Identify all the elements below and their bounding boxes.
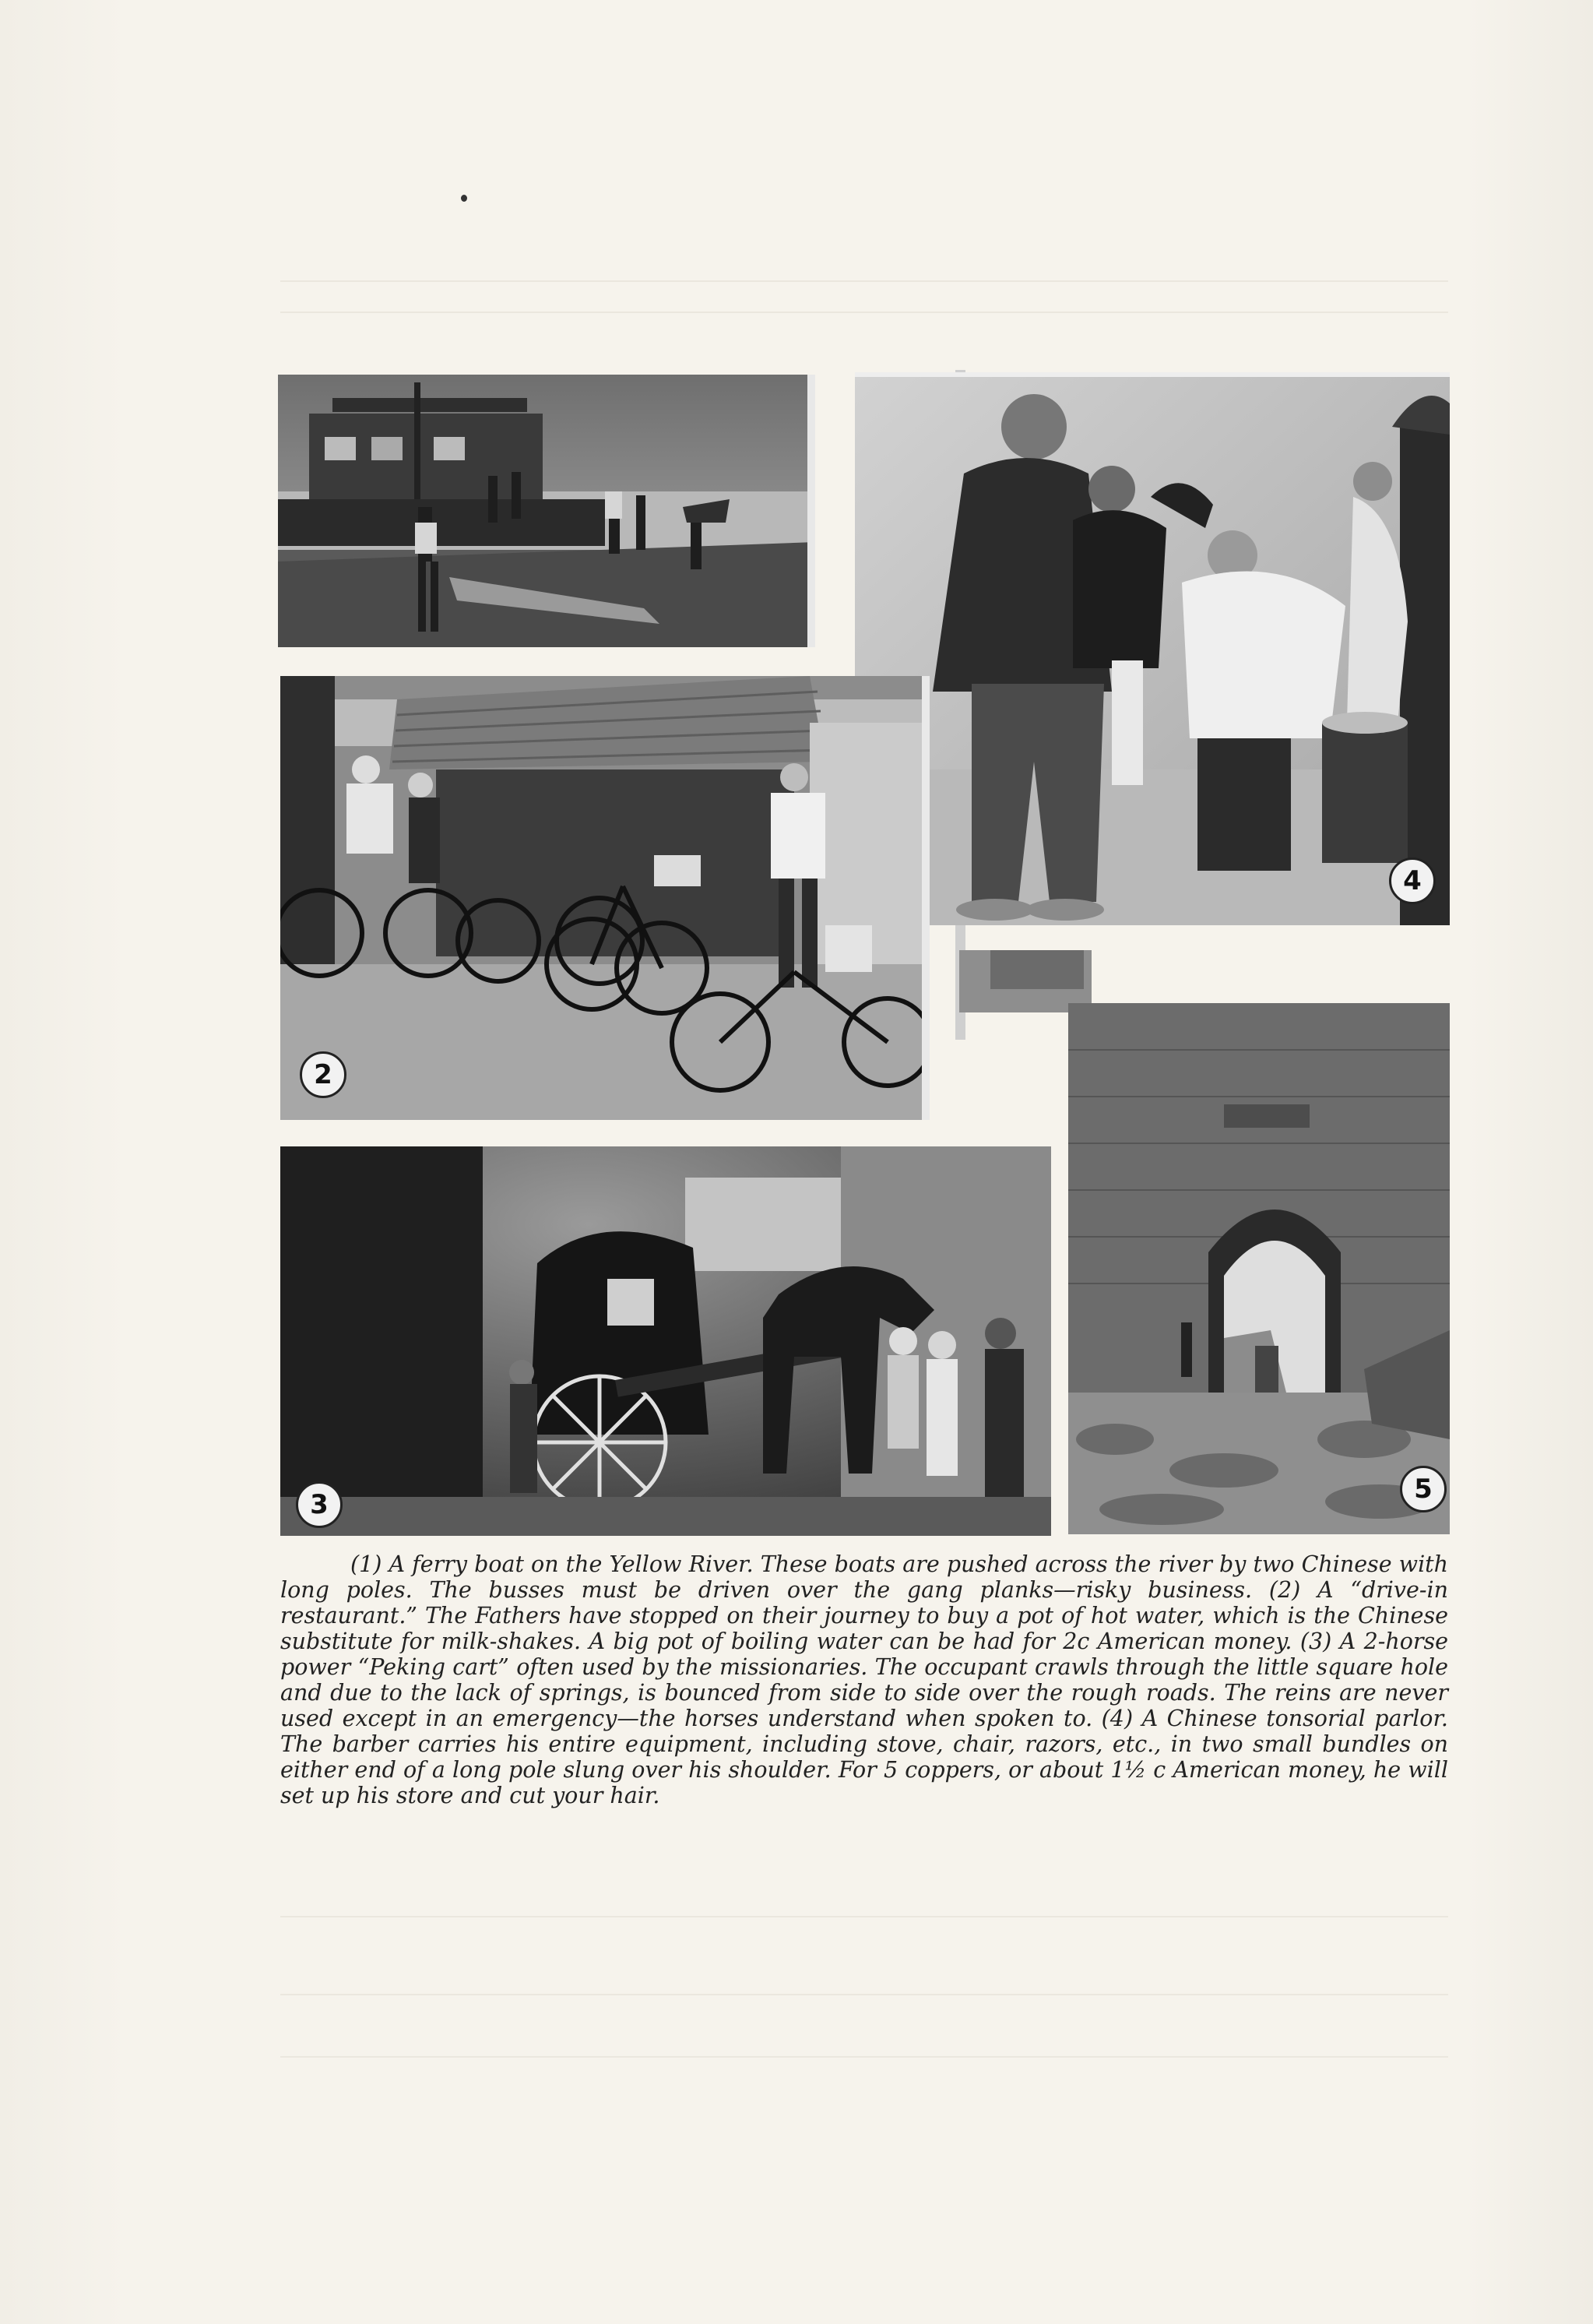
photo-ferry-boat	[278, 375, 815, 647]
show-through-line	[280, 1994, 1448, 1995]
photo-number-badge	[300, 1051, 346, 1098]
photo-number-label: 5	[1414, 1474, 1433, 1505]
photo-number-label: 4	[1403, 865, 1422, 896]
photo-number-label: 3	[310, 1489, 329, 1520]
photo-drive-in-restaurant	[280, 676, 930, 1120]
photo-tonsorial-parlor	[855, 372, 1450, 925]
show-through-line	[280, 280, 1448, 282]
photo-number-badge	[296, 1481, 343, 1528]
show-through-line	[280, 1916, 1448, 1917]
photo-number-badge	[1400, 1466, 1447, 1512]
photo-peking-cart	[280, 1146, 1051, 1536]
photo-caption: (1) A ferry boat on the Yellow River. These boats are pushed across the river by two Chinese with long poles. The busses must be driven over the gang planks—risky business. (2) A “drive-in restaurant.” The Fathers have stopped on their journey to buy a pot of hot water, which is the Chinese substitute for milk-shakes. A big pot of boiling water can be had for 2c American money. (3) A 2-horse power “Peking cart” often used by the missionaries. The occupant crawls through the little square hole and due to the lack of springs, is bounced from side to side over the rough roads. The reins are never used except in an emergency—the horses understand when spoken to. (4) A Chinese tonsorial parlor. The barber carries his entire equipment, including stove, chair, razors, etc., in two small bundles on either end of a long pole slung over his shoulder. For 5 coppers, or about 1½ c American money, he will set up his store and cut your hair.	[280, 1551, 1448, 1808]
photo-number-label: 2	[314, 1059, 332, 1090]
show-through-line	[280, 312, 1448, 313]
show-through-line	[280, 2056, 1448, 2058]
ink-speck	[461, 195, 467, 202]
photo-city-gate	[1068, 1003, 1450, 1534]
photo-number-badge	[1389, 857, 1436, 904]
